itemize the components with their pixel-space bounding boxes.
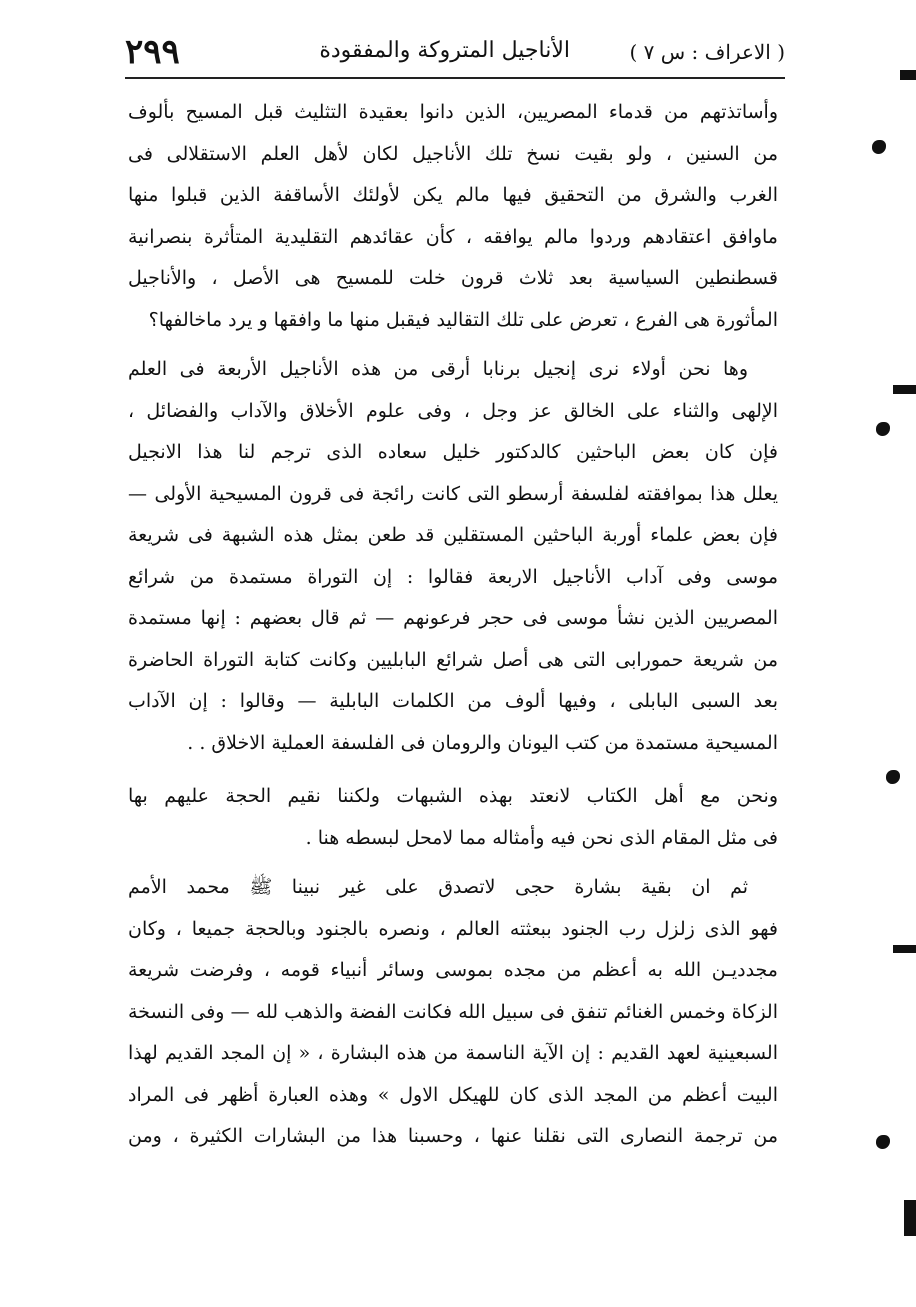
paragraph-3 [128,776,778,859]
paragraph-4 [128,867,778,1158]
text-line: من ترجمة النصارى التى نقلنا عنها ، وحسبنا هذا من البشارات الكثيرة ، ومن [128,1125,778,1147]
paragraph-2 [128,349,778,764]
text-line: يعلل هذا بموافقته لفلسفة أرسطو التى كانت رائجة فى قرون المسيحية الأولى — [128,482,778,505]
paragraph-1 [128,92,778,341]
text-line: ماوافق اعتقادهم وردوا مالم يوافقه ، كأن عقائدهم التقليدية المتأثرة بنصرانية [128,225,778,248]
text-line: ثم ان بقية بشارة حجى لاتصدق على غير نبينا ﷺ محمد الأمم [128,876,748,898]
text-line: فإن كان بعض الباحثين كالدكتور خليل سعاده الذى ترجم لنا هذا الانجيل [128,441,778,463]
scan-edge-mark [893,945,916,953]
text-line: بعد السبى البابلى ، وفيها ألوف من الكلمات البابلية — وقالوا : إن الآداب [128,690,778,712]
body-text [128,92,778,1158]
text-line: المصريين الذين نشأ موسى فى حجر فرعونهم — ثم قال بعضهم : إنها مستمدة [128,607,778,629]
text-line: ونحن مع أهل الكتاب لانعتد بهذه الشبهات ولكننا نقيم الحجة عليهم بها [128,785,778,807]
text-line: المسيحية مستمدة من كتب اليونان والرومان فى الفلسفة العملية الاخلاق . . [187,731,778,754]
page-number: ٢٩٩ [125,32,180,72]
text-line: الزكاة وخمس الغنائم تنفق فى سبيل الله فكانت الفضة والذهب لله — وفى النسخة [128,1000,778,1023]
text-line: الغرب والشرق من التحقيق فيها مالم يكن لأولئك الأساقفة الذين قبلوا منها [128,184,778,206]
chapter-reference: ( الاعراف : س ٧ ) [629,40,785,64]
text-line: وها نحن أولاء نرى إنجيل برنابا أرقى من هذه الأناجيل الأربعة فى العلم [128,358,748,380]
text-line: من شريعة حمورابى التى هى أصل شرائع البابليين وكانت كتابة التوراة الحاضرة [128,648,778,671]
scan-blot [876,422,890,436]
text-line: فهو الذى زلزل رب الجنود ببعثته العالم ، ونصره بالجنود وبالحجة جميعا ، وكان [128,917,778,940]
scan-edge-mark [893,385,916,394]
page-header [125,30,785,76]
scan-edge-mark [904,1200,916,1236]
text-line: المأثورة هى الفرع ، تعرض على تلك التقاليد فيقبل منها ما وافقها و يرد ماخالفها؟ [148,308,778,331]
header-rule [125,77,785,79]
text-line: فى مثل المقام الذى نحن فيه وأمثاله مما لامحل لبسطه هنا . [305,826,778,849]
running-title: الأناجيل المتروكة والمفقودة [319,38,570,63]
scan-blot [876,1135,890,1149]
text-line: فإن بعض علماء أوربة الباحثين المستقلين قد طعن بمثل هذه الشبهة فى شريعة [128,524,778,546]
text-line: من السنين ، ولو بقيت نسخ تلك الأناجيل لكان لأهل العلم الاستقلالى فى [128,142,778,165]
scan-blot [872,140,886,154]
text-line: وأساتذتهم من قدماء المصريين، الذين دانوا بعقيدة التثليث قبل المسيح بألوف [128,101,778,123]
text-line: مجدديـن الله به أعظم من مجده بموسى وسائر أنبياء قومه ، وفرضت شريعة [128,959,778,981]
text-line: السبعينية لعهد القديم : إن الآية الناسمة من هذه البشارة ، « إن المجد القديم لهذا [128,1042,778,1064]
text-line: موسى وفى آداب الأناجيل الاربعة فقالوا : إن التوراة مستمدة من شرائع [128,565,778,588]
scan-blot [886,770,900,784]
text-line: الإلهى والثناء على الخالق عز وجل ، وفى علوم الأخلاق والآداب والفضائل ، [128,399,778,422]
text-line: البيت أعظم من المجد الذى كان للهيكل الاول » وهذه العبارة أظهر فى المراد [128,1083,778,1106]
text-line: قسطنطين السياسية بعد ثلاث قرون خلت للمسيح هى الأصل ، والأناجيل [128,267,778,289]
scan-edge-mark [900,70,916,80]
